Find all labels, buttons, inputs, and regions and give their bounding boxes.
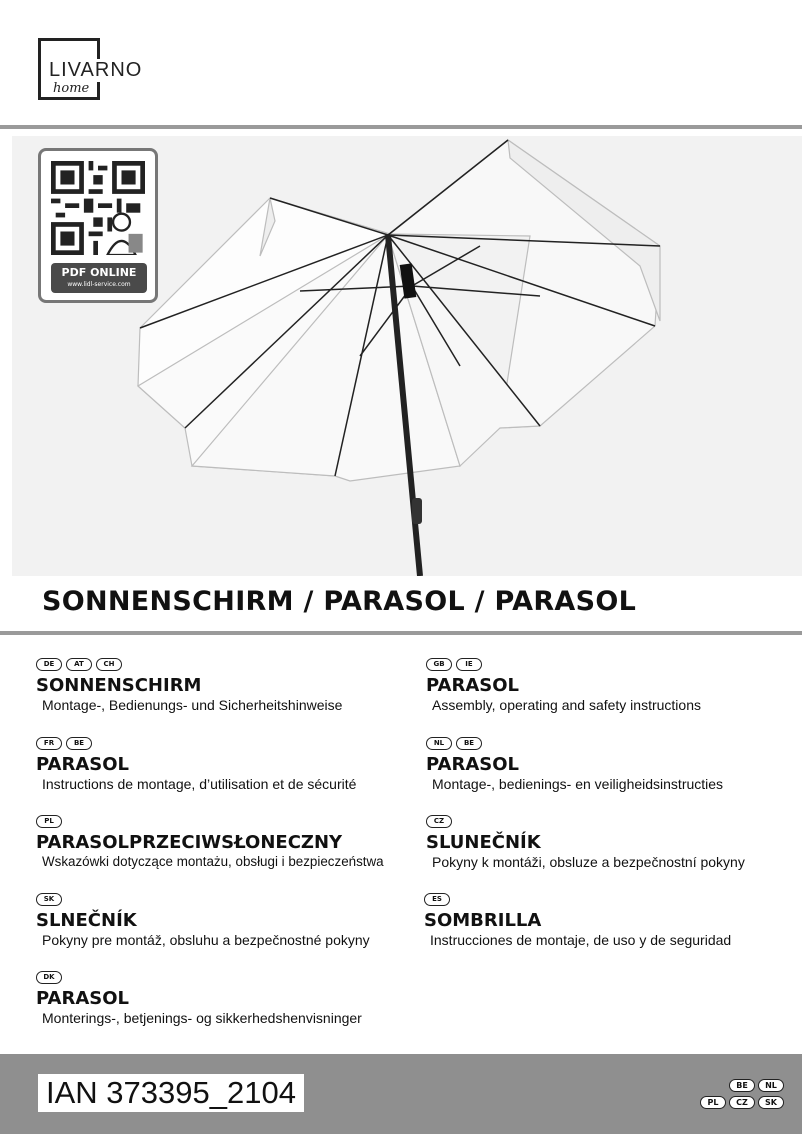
country-badge: PL — [700, 1096, 726, 1109]
qr-code-card[interactable] — [38, 148, 158, 303]
lang-subtitle: Wskazówki dotyczące montażu, obsługi i bezpieczeństwa — [42, 854, 384, 869]
lang-title: PARASOL — [36, 988, 129, 1009]
country-badge: CZ — [426, 815, 452, 828]
pdf-online-label: PDF ONLINE — [61, 266, 137, 279]
lang-title: PARASOL — [426, 675, 519, 696]
livarno-logo — [38, 38, 143, 100]
lang-block-dk — [36, 971, 416, 1027]
lang-subtitle: Pokyny pre montáž, obsluhu a bezpečnostné pokyny — [42, 932, 370, 948]
service-url: www.lidl-service.com — [67, 281, 131, 288]
lang-subtitle: Pokyny k montáži, obsluze a bezpečnostní pokyny — [432, 854, 745, 870]
lang-title: SOMBRILLA — [424, 910, 542, 931]
lang-subtitle: Instrucciones de montaje, de uso y de seguridad — [430, 932, 732, 948]
country-badge: SK — [36, 893, 62, 906]
country-badge: FR — [36, 737, 62, 750]
country-badge: BE — [456, 737, 482, 750]
country-badge: CZ — [729, 1096, 755, 1109]
country-badge: IE — [456, 658, 482, 671]
qr-code-icon — [51, 161, 145, 255]
country-badge: GB — [426, 658, 452, 671]
country-badge: NL — [758, 1079, 784, 1092]
country-badge: NL — [426, 737, 452, 750]
country-badge: CH — [96, 658, 122, 671]
lang-block-cz — [426, 815, 802, 871]
lang-title: PARASOLPRZECIWSŁONECZNY — [36, 832, 343, 853]
lang-block-es — [424, 893, 802, 949]
country-badge: DE — [36, 658, 62, 671]
lang-title: SLUNEČNÍK — [426, 832, 541, 853]
brand-sub: home — [53, 81, 90, 96]
lang-title: SLNEČNÍK — [36, 910, 137, 931]
brand-name: LIVARNO — [49, 59, 146, 82]
country-badge: ES — [424, 893, 450, 906]
country-badge: SK — [758, 1096, 784, 1109]
parasol-image — [120, 136, 680, 576]
lang-subtitle: Montage-, bedienings- en veiligheidsinstructies — [432, 776, 724, 792]
lang-block-gb — [426, 658, 802, 714]
lang-title: PARASOL — [36, 754, 129, 775]
lang-subtitle: Montage-, Bedienungs- und Sicherheitshinweise — [42, 697, 343, 713]
footer-country-badges — [684, 1079, 784, 1113]
country-badge: DK — [36, 971, 62, 984]
country-badge: AT — [66, 658, 92, 671]
lang-block-sk — [36, 893, 416, 949]
lang-subtitle: Assembly, operating and safety instructions — [432, 697, 701, 713]
lang-subtitle: Monterings-, betjenings- og sikkerhedshenvisninger — [42, 1010, 362, 1026]
pdf-online-badge — [51, 263, 147, 293]
country-badge: BE — [66, 737, 92, 750]
main-title: SONNENSCHIRM / PARASOL / PARASOL — [42, 586, 637, 617]
country-badge: BE — [729, 1079, 755, 1092]
lang-block-pl — [36, 815, 416, 871]
lang-subtitle: Instructions de montage, d’utilisation et de sécurité — [42, 776, 357, 792]
top-divider — [0, 125, 802, 129]
lang-block-de — [36, 658, 416, 714]
lang-title: SONNENSCHIRM — [36, 675, 202, 696]
lang-block-fr — [36, 737, 416, 793]
title-divider — [0, 631, 802, 635]
lang-block-nl — [426, 737, 802, 793]
country-badge: PL — [36, 815, 62, 828]
lang-title: PARASOL — [426, 754, 519, 775]
ian-number: IAN 373395_2104 — [38, 1074, 304, 1112]
